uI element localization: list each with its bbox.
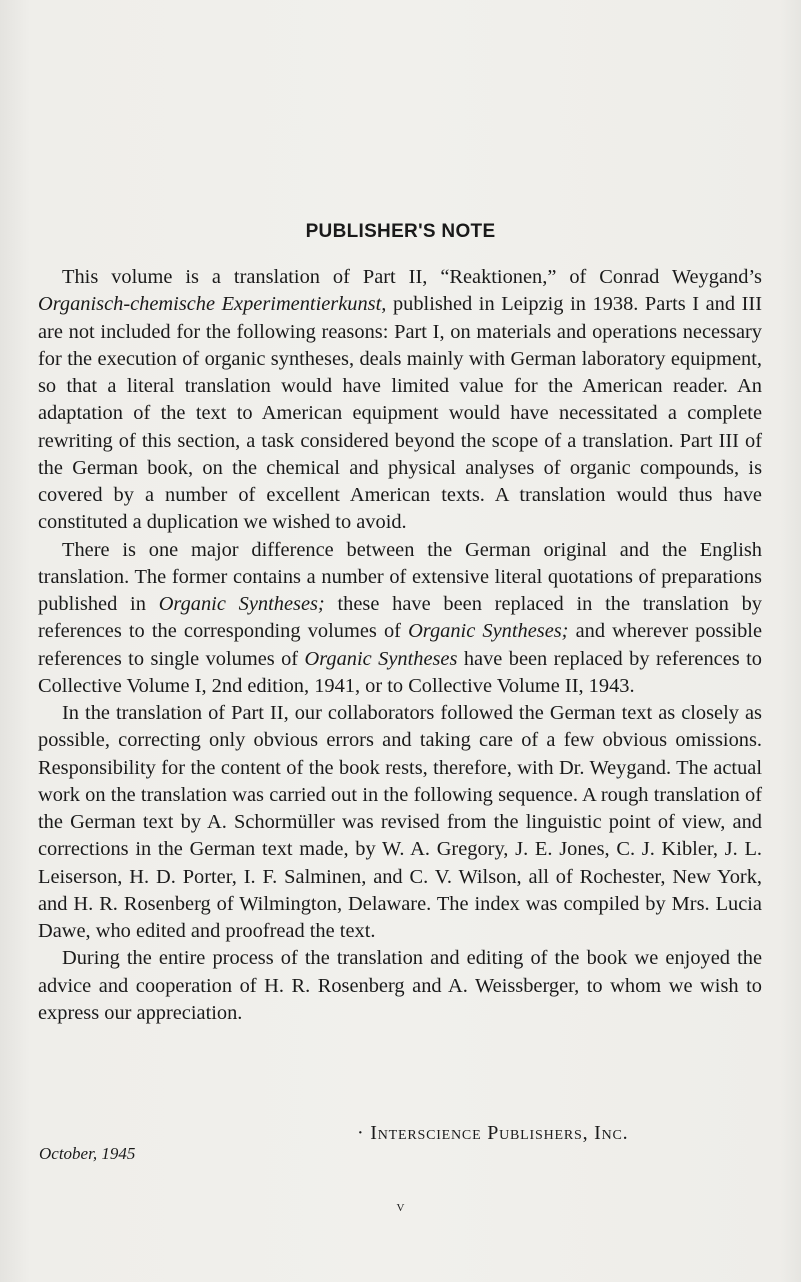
- book-title-organic-syntheses: Organic Syntheses;: [408, 620, 569, 643]
- paragraph-1-text-a: This volume is a translation of Part II, “Reaktionen,” of Conrad Weygand’s: [62, 266, 762, 288]
- book-title-experimentierkunst: Organisch-chemische Experimentierkunst,: [38, 293, 387, 316]
- paragraph-2-text-a: There is one major difference between the German original and the English translation. The former contains a number of extensive literal quotations of preparations published in: [38, 538, 762, 615]
- paragraph-4: During the entire process of the translation and editing of the book we enjoyed the advice and cooperation of H. R. Rosenberg and A. Weissberger, to whom we wish to express our appreciation.: [38, 947, 762, 1024]
- paragraph-2-text-e: and wherever possible references to single volumes of: [38, 620, 762, 670]
- publisher-name: Interscience Publishers, Inc.: [370, 1122, 629, 1144]
- paragraph-2-text-g: have been replaced by references to Collective Volume I, 2nd edition, 1941, or to Collective Volume II, 1943.: [38, 647, 762, 697]
- note-body: [38, 264, 762, 1027]
- paragraph-2: [38, 537, 762, 701]
- page-title: PUBLISHER'S NOTE: [305, 221, 496, 242]
- book-title-organic-syntheses: Organic Syntheses: [304, 647, 458, 670]
- paragraph-1: [38, 264, 762, 537]
- note-date: October, 1945: [39, 1144, 136, 1163]
- page-number: v: [396, 1199, 405, 1215]
- book-title-organic-syntheses: Organic Syntheses;: [158, 593, 325, 615]
- paragraph-1-text-c: published in Leipzig in 1938. Parts I and III are not included for the following reasons: Part I, on materials and operations necessary for the execution of organic syntheses, deals mainly with German laboratory equipment, so that a literal translation would have limited value for the American reader. An adaptation of the text to American equipment would have necessitated a complete rewriting of this section, a task considered beyond the scope of a translation. Part III of the German book, on the chemical and physical analyses of organic compounds, is covered by a number of excellent American texts. A translation would thus have constituted a duplication we wished to avoid.: [38, 293, 762, 534]
- publisher-signature: · Interscience Publishers, Inc.: [357, 1122, 629, 1144]
- paragraph-3: In the translation of Part II, our collaborators followed the German text as closely as possible, correcting only obvious errors and taking care of a few obvious omissions. Responsibility for the content of the book rests, therefore, with Dr. Weygand. The actual work on the translation was carried out in the following sequence. A rough translation of the German text by A. Schormüller was revised from the linguistic point of view, and corrections in the German text made, by W. A. Gregory, J. E. Jones, C. J. Kibler, J. L. Leiserson, H. D. Porter, I. F. Salminen, and C. V. Wilson, all of Rochester, New York, and H. R. Rosenberg of Wilmington, Delaware. The index was compiled by Mrs. Lucia Dawe, who edited and proofread the text.: [38, 702, 762, 942]
- paragraph-2-text-c: these have been replaced in the translation by references to the corresponding volumes of: [38, 593, 762, 643]
